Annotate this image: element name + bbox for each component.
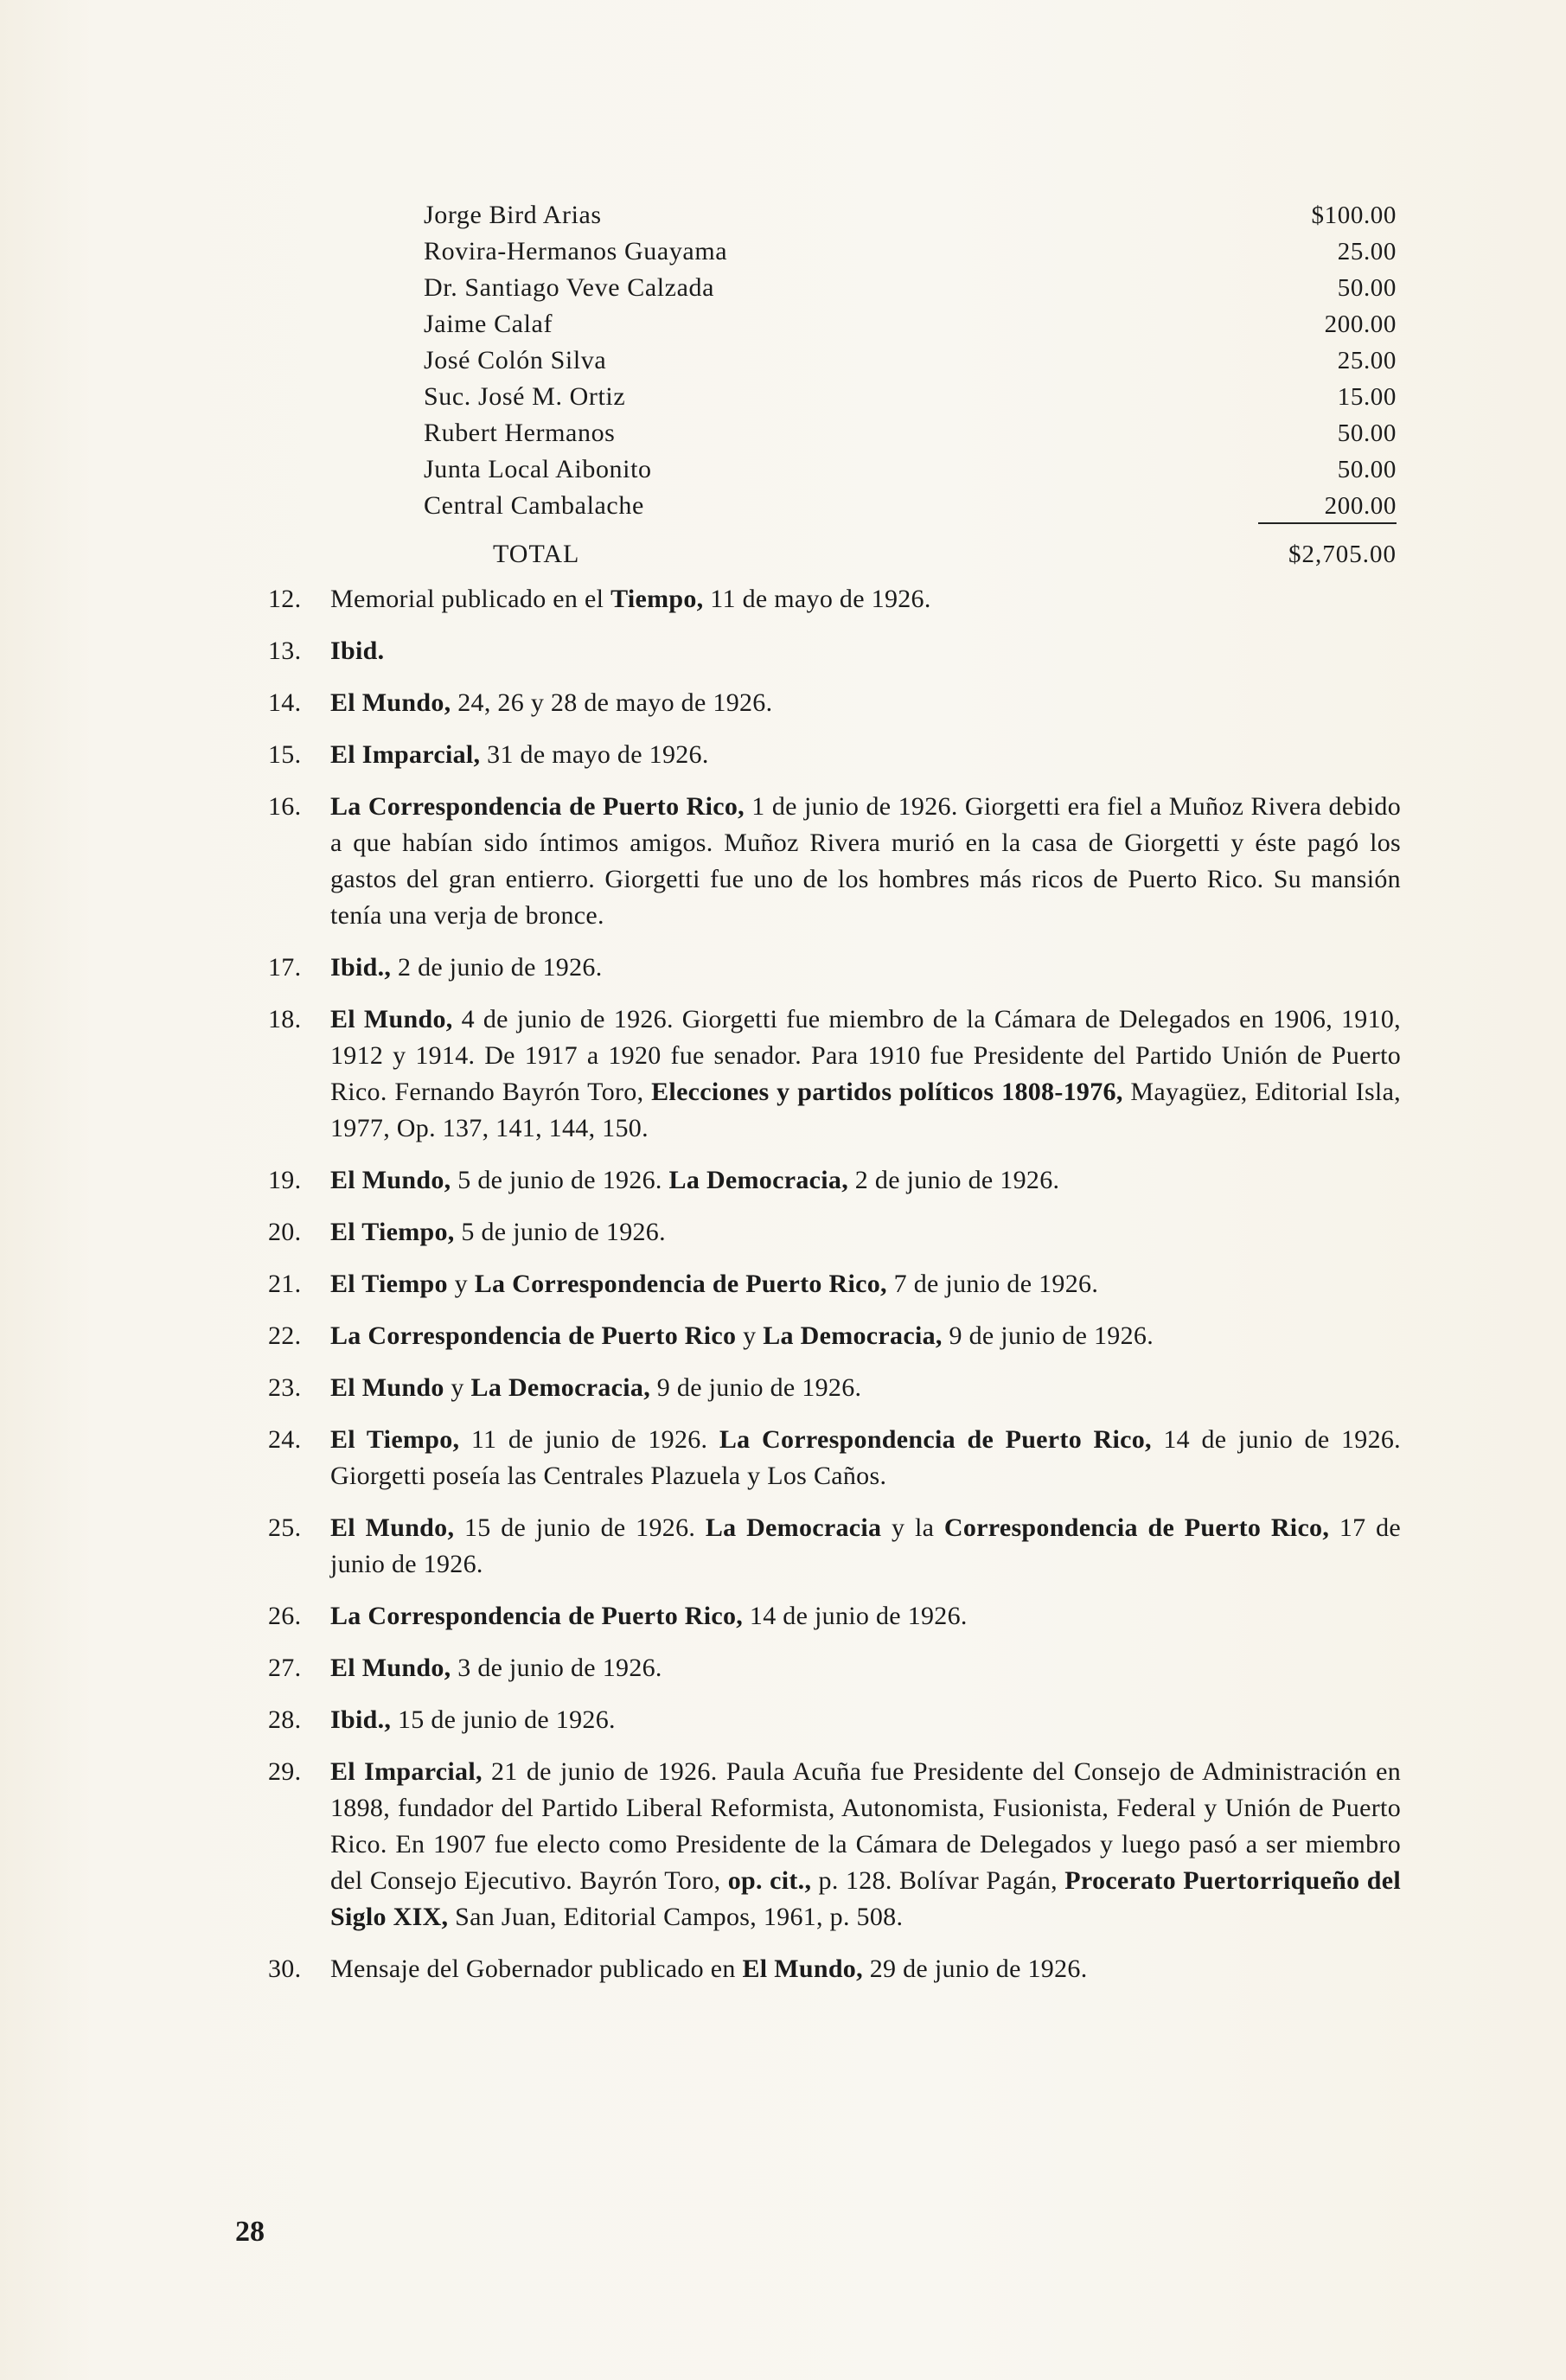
endnote-segment: 5 de junio de 1926. [451, 1166, 669, 1194]
endnote-segment: 15 de junio de 1926. [391, 1705, 616, 1734]
contribution-amount: 50.00 [1337, 456, 1397, 483]
contribution-row [424, 237, 1397, 273]
endnote-number: 26. [268, 1602, 302, 1630]
endnote-text [330, 1951, 1401, 1987]
endnote-text [330, 1162, 1401, 1199]
contributor-name: Rovira-Hermanos Guayama [424, 237, 728, 266]
contribution-amount: 200.00 [1324, 310, 1397, 338]
citation-title: Ibid., [330, 953, 392, 982]
citation-title: Ibid. [330, 637, 385, 665]
citation-title: Tiempo, [610, 585, 704, 613]
endnote-number: 15. [268, 740, 302, 769]
endnote-text [330, 1318, 1401, 1354]
endnote-text [330, 1266, 1401, 1302]
endnote-number: 20. [268, 1218, 302, 1246]
endnote-segment: 2 de junio de 1926. [391, 953, 603, 982]
citation-title: La Correspondencia de Puerto Rico, [330, 1602, 744, 1630]
endnote [268, 789, 1401, 934]
endnote-text [330, 950, 1401, 986]
endnote-segment: Memorial publicado en el [330, 585, 611, 613]
endnote [268, 1266, 1401, 1302]
endnote-segment: 11 de mayo de 1926. [703, 585, 931, 613]
contribution-amount: 25.00 [1337, 238, 1397, 266]
citation-title: La Democracia, [668, 1166, 848, 1194]
total-label: TOTAL [493, 540, 580, 568]
endnote [268, 737, 1401, 773]
endnote-segment: 5 de junio de 1926. [454, 1218, 666, 1246]
contribution-row [424, 201, 1397, 237]
citation-title: El Tiempo [330, 1270, 448, 1298]
endnote-text [330, 737, 1401, 773]
endnote-segment: 17 de junio de 1926. [330, 1513, 1402, 1578]
contribution-amount: 200.00 [1258, 492, 1397, 524]
citation-title: El Mundo [330, 1373, 444, 1402]
endnote-segment: 14 de junio de 1926. [743, 1602, 968, 1630]
endnote-text [330, 685, 1401, 721]
endnote-text [330, 789, 1401, 934]
contribution-row [424, 346, 1397, 382]
endnote-number: 23. [268, 1373, 302, 1402]
citation-title: La Correspondencia de Puerto Rico, [474, 1270, 887, 1298]
endnote-segment: 2 de junio de 1926. [848, 1166, 1060, 1194]
endnote-text [330, 1702, 1401, 1738]
endnote-segment: p. 128. Bolívar Pagán, [811, 1866, 1065, 1895]
citation-title: La Correspondencia de Puerto Rico [330, 1321, 737, 1350]
endnote [268, 950, 1401, 986]
endnote [268, 1422, 1401, 1494]
citation-title: El Imparcial, [330, 1757, 483, 1786]
endnote-segment: 15 de junio de 1926. [454, 1513, 706, 1542]
endnote-text [330, 1754, 1401, 1935]
endnote-segment: 24, 26 y 28 de mayo de 1926. [451, 688, 773, 717]
endnote-segment: 29 de junio de 1926. [862, 1955, 1088, 1983]
contribution-amount: 25.00 [1337, 347, 1397, 374]
contributor-name: Suc. José M. Ortiz [424, 382, 626, 411]
endnote-number: 29. [268, 1757, 302, 1786]
citation-title: El Imparcial, [330, 740, 481, 769]
endnote-text [330, 1598, 1401, 1635]
contribution-amount: 15.00 [1337, 383, 1397, 411]
endnote-number: 16. [268, 792, 302, 821]
endnote [268, 633, 1401, 669]
endnote-segment: Mayagüez, Editorial Isla, 1977, Op. 137, 141, 144, 150. [330, 1078, 1401, 1142]
endnote [268, 1702, 1401, 1738]
contributor-name: Dr. Santiago Veve Calzada [424, 273, 715, 302]
endnote-segment: 9 de junio de 1926. [942, 1321, 1154, 1350]
citation-title: El Mundo, [330, 1513, 455, 1542]
endnote-number: 27. [268, 1654, 302, 1682]
endnote [268, 1951, 1401, 1987]
endnote-text [330, 1001, 1401, 1147]
endnote [268, 1510, 1401, 1583]
contributions-table [424, 201, 1397, 569]
contribution-row [424, 455, 1397, 491]
endnote [268, 1370, 1401, 1406]
contributor-name: Junta Local Aibonito [424, 455, 652, 483]
citation-title: La Correspondencia de Puerto Rico, [719, 1425, 1152, 1454]
contributor-name: Central Cambalache [424, 491, 644, 520]
citation-title: Elecciones y partidos políticos 1808-1976, [651, 1078, 1123, 1106]
contribution-row [424, 310, 1397, 346]
endnote [268, 1162, 1401, 1199]
endnote-text [330, 1422, 1401, 1494]
endnote-segment: 31 de mayo de 1926. [480, 740, 709, 769]
endnote [268, 1001, 1401, 1147]
endnote [268, 581, 1401, 617]
endnote [268, 1754, 1401, 1935]
endnote-number: 14. [268, 688, 302, 717]
endnote-segment: 14 de junio de 1926. Giorgetti poseía las Centrales Plazuela y Los Caños. [330, 1425, 1401, 1490]
citation-title: op. cit., [727, 1866, 812, 1895]
citation-title: La Correspondencia de Puerto Rico, [330, 792, 745, 821]
citation-title: El Mundo, [330, 1166, 451, 1194]
contributor-name: José Colón Silva [424, 346, 607, 374]
endnote-text [330, 1510, 1401, 1583]
citation-title: El Mundo, [330, 1654, 451, 1682]
endnote-number: 21. [268, 1270, 302, 1298]
endnote-text [330, 633, 1401, 669]
contributor-name: Rubert Hermanos [424, 419, 616, 447]
citation-title: Ibid., [330, 1705, 392, 1734]
citation-title: El Tiempo, [330, 1425, 460, 1454]
endnote-number: 25. [268, 1513, 302, 1542]
citation-title: El Mundo, [330, 688, 451, 717]
endnote-segment: y [447, 1270, 475, 1298]
endnote-segment: 9 de junio de 1926. [650, 1373, 862, 1402]
endnote [268, 1318, 1401, 1354]
citation-title: El Tiempo, [330, 1218, 455, 1246]
endnote [268, 685, 1401, 721]
citation-title: La Democracia [705, 1513, 882, 1542]
contribution-row [424, 382, 1397, 419]
endnote-number: 13. [268, 637, 302, 665]
contribution-row [424, 273, 1397, 310]
endnote-number: 30. [268, 1955, 302, 1983]
page-number: 28 [235, 2216, 265, 2248]
endnote-number: 17. [268, 953, 302, 982]
contribution-row [424, 491, 1397, 528]
endnotes-list [268, 581, 1401, 2003]
endnote-text [330, 581, 1401, 617]
contribution-row [424, 419, 1397, 455]
contribution-amount: 50.00 [1337, 274, 1397, 302]
endnote-segment: 21 de junio de 1926. Paula Acuña fue Presidente del Consejo de Administración en 1898, fundador del Partido Liberal Reformista, Autonomista, Fusionista, Federal y Unión de Puerto Rico. En 1907 fue electo como Presidente de la Cámara de Delegados y luego pasó a ser miembro del Consejo Ejecutivo. Bayrón Toro, [330, 1757, 1401, 1895]
citation-title: El Mundo, [330, 1005, 453, 1033]
endnote-segment: 11 de junio de 1926. [459, 1425, 719, 1454]
contributor-name: Jaime Calaf [424, 310, 553, 338]
endnote-segment: 1 de junio de 1926. Giorgetti era fiel a Muñoz Rivera debido a que habían sido íntimos amigos. Muñoz Rivera murió en la casa de Giorgetti y éste pagó los gastos del gran entierro. Giorgetti fue uno de los hombres más ricos de Puerto Rico. Su mansión tenía una verja de bronce. [330, 792, 1401, 930]
endnote-segment: Mensaje del Gobernador publicado en [330, 1955, 743, 1983]
citation-title: Procerato Puertorriqueño del Siglo XIX, [330, 1866, 1401, 1931]
endnote-segment: y [736, 1321, 764, 1350]
endnote-number: 12. [268, 585, 302, 613]
endnote-segment: y [444, 1373, 471, 1402]
citation-title: La Democracia, [763, 1321, 943, 1350]
endnote-segment: y la [881, 1513, 944, 1542]
endnote-segment: 3 de junio de 1926. [451, 1654, 662, 1682]
endnote-number: 24. [268, 1425, 302, 1454]
endnote [268, 1650, 1401, 1686]
endnote [268, 1598, 1401, 1635]
endnote-text [330, 1370, 1401, 1406]
endnote-text [330, 1650, 1401, 1686]
endnote-number: 28. [268, 1705, 302, 1734]
endnote-segment: 7 de junio de 1926. [886, 1270, 1099, 1298]
contributor-name: Jorge Bird Arias [424, 201, 602, 229]
endnote-segment: San Juan, Editorial Campos, 1961, p. 508. [448, 1903, 904, 1931]
citation-title: Correspondencia de Puerto Rico, [943, 1513, 1330, 1542]
endnote-text [330, 1214, 1401, 1251]
citation-title: El Mundo, [742, 1955, 863, 1983]
endnote-number: 18. [268, 1005, 302, 1033]
contribution-amount: 50.00 [1337, 419, 1397, 447]
citation-title: La Democracia, [470, 1373, 650, 1402]
total-amount: $2,705.00 [1288, 541, 1397, 568]
endnote-number: 22. [268, 1321, 302, 1350]
endnote-number: 19. [268, 1166, 302, 1194]
endnote-segment: 4 de junio de 1926. Giorgetti fue miembro de la Cámara de Delegados en 1906, 1910, 1912 y 1914. De 1917 a 1920 fue senador. Para 1910 fue Presidente del Partido Unión de Puerto Rico. Fernando Bayrón Toro, [330, 1005, 1401, 1106]
total-row [424, 540, 1397, 569]
contribution-amount: $100.00 [1311, 202, 1397, 229]
endnote [268, 1214, 1401, 1251]
